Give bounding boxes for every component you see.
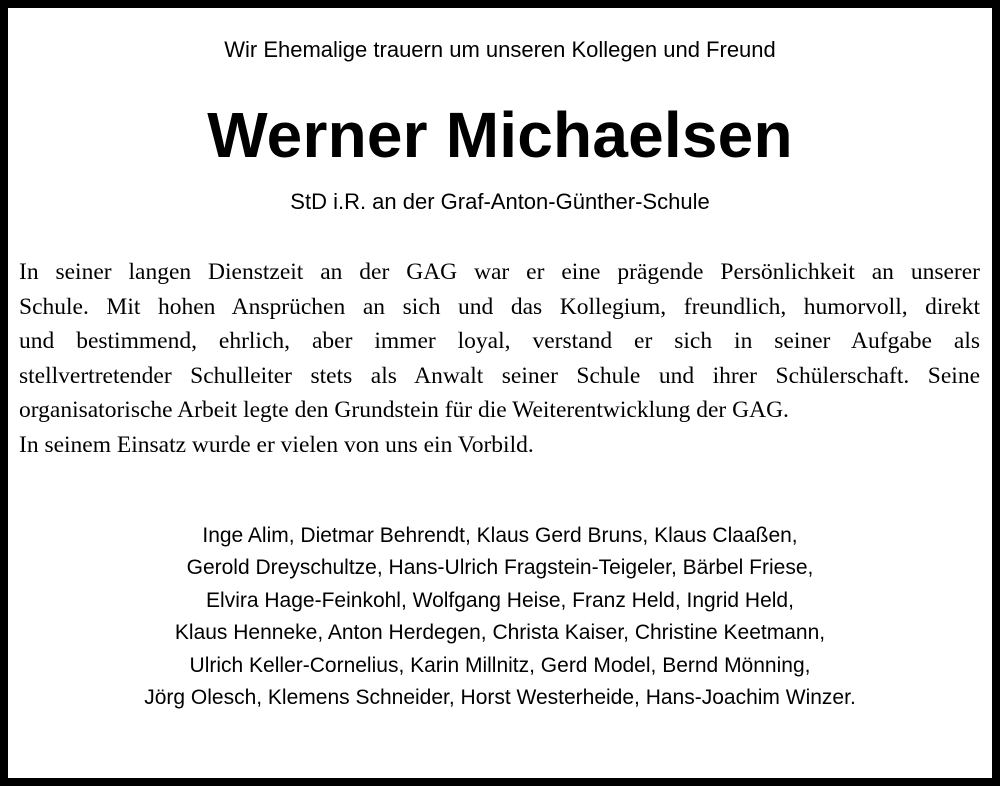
- tribute-paragraph: [19, 255, 980, 462]
- signer-line: Jörg Olesch, Klemens Schneider, Horst Westerheide, Hans-Joachim Winzer.: [144, 686, 856, 710]
- signer-line: Elvira Hage-Feinkohl, Wolfgang Heise, Franz Held, Ingrid Held,: [206, 588, 794, 612]
- tribute-line: organisatorische Arbeit legte den Grundstein für die Weiterentwicklung der GAG.: [19, 397, 789, 423]
- signers-list: [8, 520, 992, 714]
- tribute-line: und bestimmend, ehrlich, aber immer loyal, verstand er sich in seiner Aufgabe als: [19, 328, 980, 354]
- signer-line: Gerold Dreyschultze, Hans-Ulrich Fragstein-Teigeler, Bärbel Friese,: [186, 556, 814, 580]
- deceased-title: StD i.R. an der Graf-Anton-Günther-Schule: [290, 189, 710, 214]
- deceased-name: Werner Michaelsen: [207, 99, 793, 171]
- tribute-line: Schule. Mit hohen Ansprüchen an sich und das Kollegium, freundlich, humorvoll, direkt: [19, 293, 980, 320]
- intro-line: Wir Ehemalige trauern um unseren Kollegen und Freund: [224, 37, 776, 62]
- signer-line: Klaus Henneke, Anton Herdegen, Christa Kaiser, Christine Keetmann,: [174, 621, 826, 645]
- tribute-line: stellvertretender Schulleiter stets als Anwalt seiner Schule und ihrer Schülerschaft. Seine: [19, 362, 980, 389]
- tribute-line: In seiner langen Dienstzeit an der GAG war er eine prägende Persönlichkeit an unserer: [19, 259, 980, 285]
- signer-line: Ulrich Keller-Cornelius, Karin Millnitz, Gerd Model, Bernd Mönning,: [189, 653, 811, 677]
- signer-line: Inge Alim, Dietmar Behrendt, Klaus Gerd Bruns, Klaus Claaßen,: [202, 524, 798, 547]
- tribute-line: In seinem Einsatz wurde er vielen von uns ein Vorbild.: [19, 431, 534, 458]
